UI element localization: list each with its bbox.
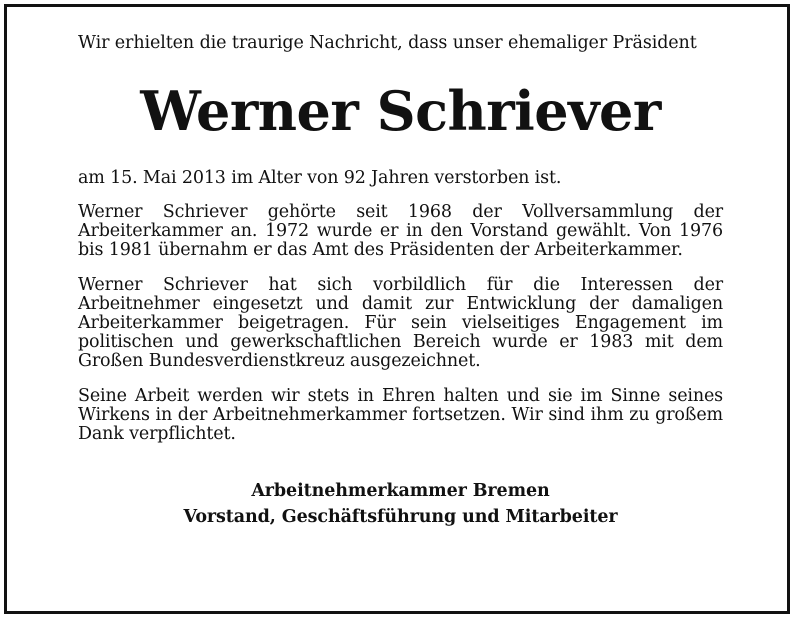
paragraph-career: Werner Schriever gehörte seit 1968 der Vollversammlung der Arbeiterkammer an. 1972 wurde er in den Vorstand gewählt. Von 1976 bis 1981 übernahm er das Amt des Präsidenten der Arbeiterkammer.: [78, 202, 723, 260]
paragraph-tribute: Seine Arbeit werden wir stets in Ehren halten und sie im Sinne seines Wirkens in der Arbeitnehmerkammer fortsetzen. Wir sind ihm zu großem Dank verpflichtet.: [78, 386, 723, 444]
paragraph-merits: Werner Schriever hat sich vorbildlich für die Interessen der Arbeitnehmer eingesetzt und damit zur Entwicklung der damaligen Arbeiterkammer beigetragen. Für sein vielseitiges Engagement im politischen und gewerkschaftlichen Bereich wurde er 1983 mit dem Großen Bundesverdienstkreuz ausgezeichnet.: [78, 275, 723, 371]
death-line: am 15. Mai 2013 im Alter von 92 Jahren verstorben ist.: [78, 168, 562, 188]
deceased-name: Werner Schriever: [140, 79, 661, 143]
signature-organization: Arbeitnehmerkammer Bremen: [251, 481, 550, 501]
intro-text: Wir erhielten die traurige Nachricht, dass unser ehemaliger Präsident: [78, 33, 697, 53]
signature-departments: Vorstand, Geschäftsführung und Mitarbeiter: [183, 507, 618, 527]
signature-block: [78, 478, 723, 530]
obituary-notice: [78, 30, 723, 530]
